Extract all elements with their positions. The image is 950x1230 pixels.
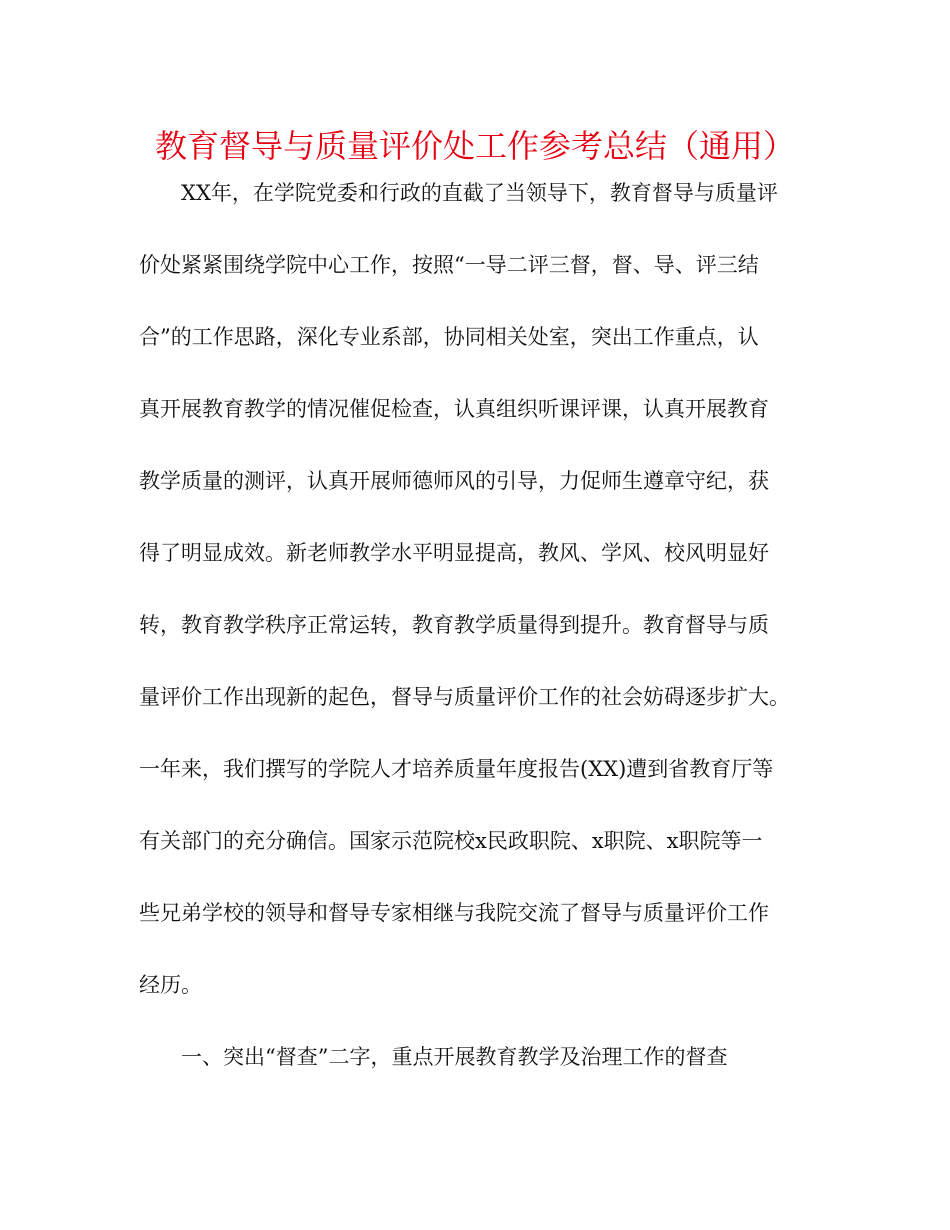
paragraph-line: 真开展教育教学的情况催促检查，认真组织听课评课，认真开展教育 — [139, 397, 769, 421]
paragraph-line: 转，教育教学秩序正常运转，教育教学质量得到提升。教育督导与质 — [139, 613, 769, 637]
paragraph-line: 有关部门的充分确信。国家示范院校x民政职院、x职院、x职院等一 — [139, 829, 763, 853]
paragraph-line: 些兄弟学校的领导和督导专家相继与我院交流了督导与质量评价工作 — [139, 901, 769, 925]
paragraph-line: XX年，在学院党委和行政的直截了当领导下，教育督导与质量评 — [181, 181, 778, 205]
paragraph-line: 合”的工作思路，深化专业系部，协同相关处室，突出工作重点，认 — [139, 325, 759, 349]
paragraph-line: 教学质量的测评，认真开展师德师风的引导，力促师生遵章守纪，获 — [139, 469, 769, 493]
paragraph-line: 得了明显成效。新老师教学水平明显提高，教风、学风、校风明显好 — [139, 541, 769, 565]
section-heading: 一、突出“督查”二字，重点开展教育教学及治理工作的督查 — [181, 1045, 728, 1069]
document-title: 教育督导与质量评价处工作参考总结（通用） — [154, 127, 795, 165]
paragraph-line: 量评价工作出现新的起色，督导与质量评价工作的社会妨碍逐步扩大。 — [139, 685, 790, 709]
paragraph-line: 一年来，我们撰写的学院人才培养质量年度报告(XX)遭到省教育厅等 — [139, 757, 774, 781]
paragraph-line: 价处紧紧围绕学院中心工作，按照“一导二评三督，督、导、评三结 — [139, 253, 759, 277]
paragraph-line: 经历。 — [139, 973, 202, 997]
